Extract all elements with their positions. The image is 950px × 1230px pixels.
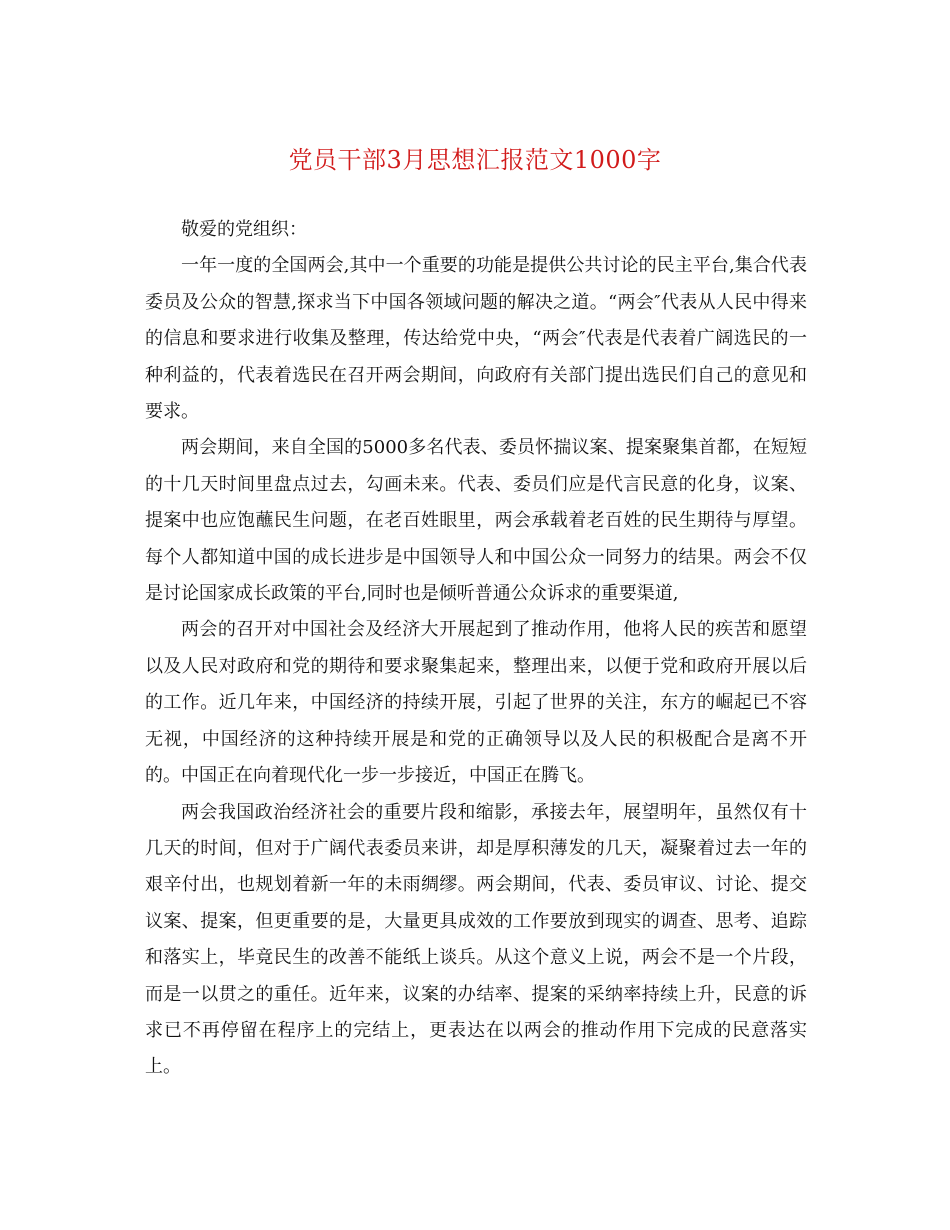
paragraph-3: 两会的召开对中国社会及经济大开展起到了推动作用，他将人民的疾苦和愿望以及人民对政府和党的期待和要求聚集起来，整理出来，以便于党和政府开展以后的工作。近几年来，中国经济的持续开展，引起了世界的关注，东方的崛起已不容无视，中国经济的这种持续开展是和党的正确领导以及人民的积极配合是离不开的。中国正在向着现代化一步一步接近，中国正在腾飞。: [145, 619, 807, 787]
document-body: [145, 212, 807, 1086]
salutation: 敬爱的党组织：: [181, 219, 307, 240]
document-title: 党员干部3月思想汇报范文1000字: [288, 146, 662, 174]
paragraph-4: 两会我国政治经济社会的重要片段和缩影，承接去年，展望明年，虽然仅有十几天的时间，但对于广阔代表委员来讲，却是厚积薄发的几天，凝聚着过去一年的艰辛付出，也规划着新一年的未雨绸缪。两会期间，代表、委员审议、讨论、提交议案、提案，但更重要的是，大量更具成效的工作要放到现实的调查、思考、追踪和落实上，毕竟民生的改善不能纸上谈兵。从这个意义上说，两会不是一个片段，而是一以贯之的重任。近年来，议案的办结率、提案的采纳率持续上升，民意的诉求已不再停留在程序上的完结上，更表达在以两会的推动作用下完成的民意落实上。: [145, 801, 807, 1078]
paragraph-2: 两会期间，来自全国的5000多名代表、委员怀揣议案、提案聚集首都，在短短的十几天时间里盘点过去，勾画未来。代表、委员们应是代言民意的化身，议案、提案中也应饱蘸民生问题，在老百姓眼里，两会承载着老百姓的民生期待与厚望。每个人都知道中国的成长进步是中国领导人和中国公众一同努力的结果。两会不仅是讨论国家成长政策的平台,同时也是倾听普通公众诉求的重要渠道,: [145, 437, 807, 605]
paragraph-1: 一年一度的全国两会,其中一个重要的功能是提供公共讨论的民主平台,集合代表委员及公众的智慧,探求当下中国各领域问题的解决之道。“两会″代表从人民中得来的信息和要求进行收集及整理，传达给党中央，“两会″代表是代表着广阔选民的一种利益的，代表着选民在召开两会期间，向政府有关部门提出选民们自己的意见和要求。: [145, 255, 807, 423]
